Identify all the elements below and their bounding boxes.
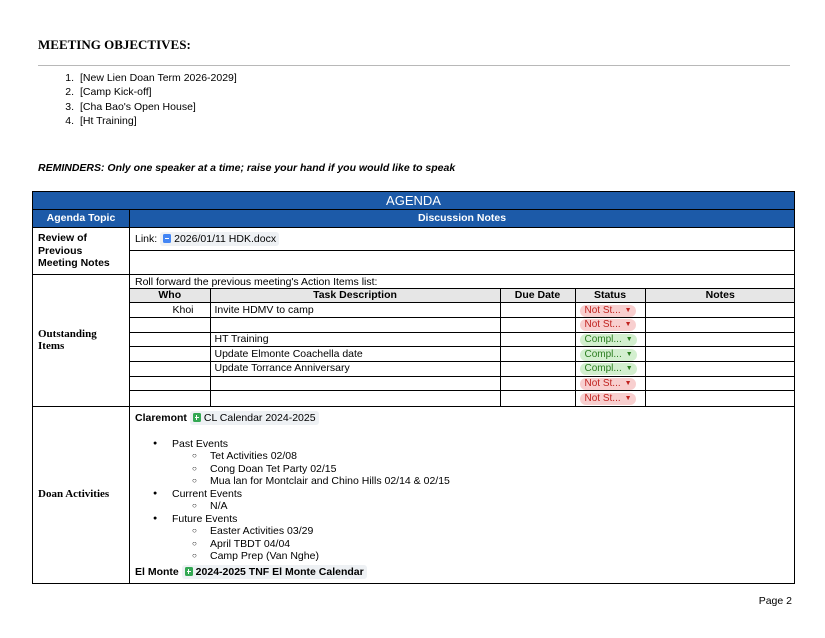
col-who: Who xyxy=(130,288,210,303)
outstanding-topic: Outstanding Items xyxy=(33,274,130,406)
dropdown-caret-icon: ▼ xyxy=(625,365,633,373)
meeting-objectives-heading: MEETING OBJECTIVES: xyxy=(38,37,191,52)
cell-status xyxy=(575,303,645,318)
cell-due-date[interactable] xyxy=(500,317,575,332)
doan-notes xyxy=(130,406,795,583)
cell-who[interactable] xyxy=(130,332,210,347)
section-title: ● Past Events xyxy=(135,438,789,451)
list-item: ○ N/A xyxy=(135,500,789,513)
cell-who[interactable] xyxy=(130,391,210,406)
list-item: ○ Mua lan for Montclair and Chino Hills 02/14 & 02/15 xyxy=(135,475,789,488)
cell-due-date[interactable] xyxy=(500,376,575,391)
cell-status xyxy=(575,361,645,376)
objectives-list xyxy=(52,71,237,128)
cell-status xyxy=(575,347,645,362)
cell-who[interactable]: Khoi xyxy=(130,303,210,318)
review-file-link[interactable]: 2026/01/11 HDK.docx xyxy=(160,232,279,246)
status-dropdown[interactable]: Compl... ▼ xyxy=(580,334,637,346)
action-items-table xyxy=(130,288,795,406)
review-topic: Review of Previous Meeting Notes xyxy=(33,228,130,275)
col-status: Status xyxy=(575,288,645,303)
cell-status xyxy=(575,332,645,347)
cell-notes[interactable] xyxy=(645,303,795,318)
elmonte-label: El Monte xyxy=(135,565,179,578)
table-row xyxy=(130,303,795,318)
cell-notes[interactable] xyxy=(645,391,795,406)
cell-due-date[interactable] xyxy=(500,347,575,362)
cell-notes[interactable] xyxy=(645,332,795,347)
cell-status xyxy=(575,317,645,332)
docs-icon xyxy=(163,234,171,243)
cell-notes[interactable] xyxy=(645,361,795,376)
status-dropdown[interactable]: Not St... ▼ xyxy=(580,305,636,317)
cell-who[interactable] xyxy=(130,347,210,362)
doan-sections xyxy=(135,438,789,563)
outstanding-notes xyxy=(130,274,795,406)
discussion-notes-header: Discussion Notes xyxy=(130,210,795,228)
sheets-icon xyxy=(193,413,201,422)
reminders-note: REMINDERS: Only one speaker at a time; raise your hand if you would like to speak xyxy=(38,162,456,174)
table-row xyxy=(130,391,795,406)
cell-task[interactable] xyxy=(210,317,500,332)
claremont-calendar-link[interactable]: CL Calendar 2024-2025 xyxy=(190,411,319,425)
section-title: ● Future Events xyxy=(135,513,789,526)
col-notes: Notes xyxy=(645,288,795,303)
dropdown-caret-icon: ▼ xyxy=(624,379,632,387)
objective-item: 2. [Camp Kick-off] xyxy=(65,86,152,99)
cell-due-date[interactable] xyxy=(500,303,575,318)
cell-task[interactable] xyxy=(210,376,500,391)
status-dropdown[interactable]: Not St... ▼ xyxy=(580,378,636,390)
cell-task[interactable]: Update Torrance Anniversary xyxy=(210,361,500,376)
table-row xyxy=(130,347,795,362)
table-row xyxy=(130,317,795,332)
list-item: ○ April TBDT 04/04 xyxy=(135,538,789,551)
link-label: Link: xyxy=(135,233,158,245)
cell-notes[interactable] xyxy=(645,376,795,391)
cell-task[interactable]: Update Elmonte Coachella date xyxy=(210,347,500,362)
cell-task[interactable]: Invite HDMV to camp xyxy=(210,303,500,318)
claremont-label: Claremont xyxy=(135,411,187,424)
dropdown-caret-icon: ▼ xyxy=(624,321,632,329)
cell-notes[interactable] xyxy=(645,317,795,332)
table-row xyxy=(130,361,795,376)
list-item: ○ Easter Activities 03/29 xyxy=(135,525,789,538)
status-dropdown[interactable]: Compl... ▼ xyxy=(580,363,637,375)
list-item: ○ Camp Prep (Van Nghe) xyxy=(135,550,789,563)
status-dropdown[interactable]: Not St... ▼ xyxy=(580,319,636,331)
dropdown-caret-icon: ▼ xyxy=(625,335,633,343)
list-item: ○ Tet Activities 02/08 xyxy=(135,450,789,463)
action-items-body xyxy=(130,303,795,406)
objective-item: 3. [Cha Bao's Open House] xyxy=(65,100,196,113)
review-notes-blank xyxy=(130,251,795,274)
agenda-table xyxy=(32,191,795,584)
objective-item: 1. [New Lien Doan Term 2026-2029] xyxy=(65,72,237,84)
section-title: ● Current Events xyxy=(135,488,789,501)
list-item: ○ Cong Doan Tet Party 02/15 xyxy=(135,463,789,476)
elmonte-calendar-link[interactable]: 2024-2025 TNF El Monte Calendar xyxy=(182,565,367,579)
roll-forward-text: Roll forward the previous meeting's Action Items list: xyxy=(135,275,378,288)
cell-due-date[interactable] xyxy=(500,391,575,406)
col-task-description: Task Description xyxy=(210,288,500,303)
cell-task[interactable] xyxy=(210,391,500,406)
cell-due-date[interactable] xyxy=(500,332,575,347)
dropdown-caret-icon: ▼ xyxy=(624,306,632,314)
agenda-topic-header: Agenda Topic xyxy=(33,210,130,228)
status-dropdown[interactable]: Not St... ▼ xyxy=(580,393,636,405)
cell-who[interactable] xyxy=(130,361,210,376)
cell-notes[interactable] xyxy=(645,347,795,362)
review-notes xyxy=(130,228,795,251)
cell-who[interactable] xyxy=(130,317,210,332)
objective-item: 4. [Ht Training] xyxy=(65,114,137,127)
col-due-date: Due Date xyxy=(500,288,575,303)
doan-topic: Doan Activities xyxy=(33,406,130,583)
cell-status xyxy=(575,391,645,406)
cell-task[interactable]: HT Training xyxy=(210,332,500,347)
dropdown-caret-icon: ▼ xyxy=(624,394,632,402)
dropdown-caret-icon: ▼ xyxy=(625,350,633,358)
status-dropdown[interactable]: Compl... ▼ xyxy=(580,349,637,361)
sheets-icon xyxy=(185,567,193,576)
table-row xyxy=(130,332,795,347)
cell-status xyxy=(575,376,645,391)
cell-who[interactable] xyxy=(130,376,210,391)
divider xyxy=(38,65,790,66)
cell-due-date[interactable] xyxy=(500,361,575,376)
page-number: Page 2 xyxy=(758,595,792,607)
table-row xyxy=(130,376,795,391)
agenda-title: AGENDA xyxy=(33,192,795,210)
